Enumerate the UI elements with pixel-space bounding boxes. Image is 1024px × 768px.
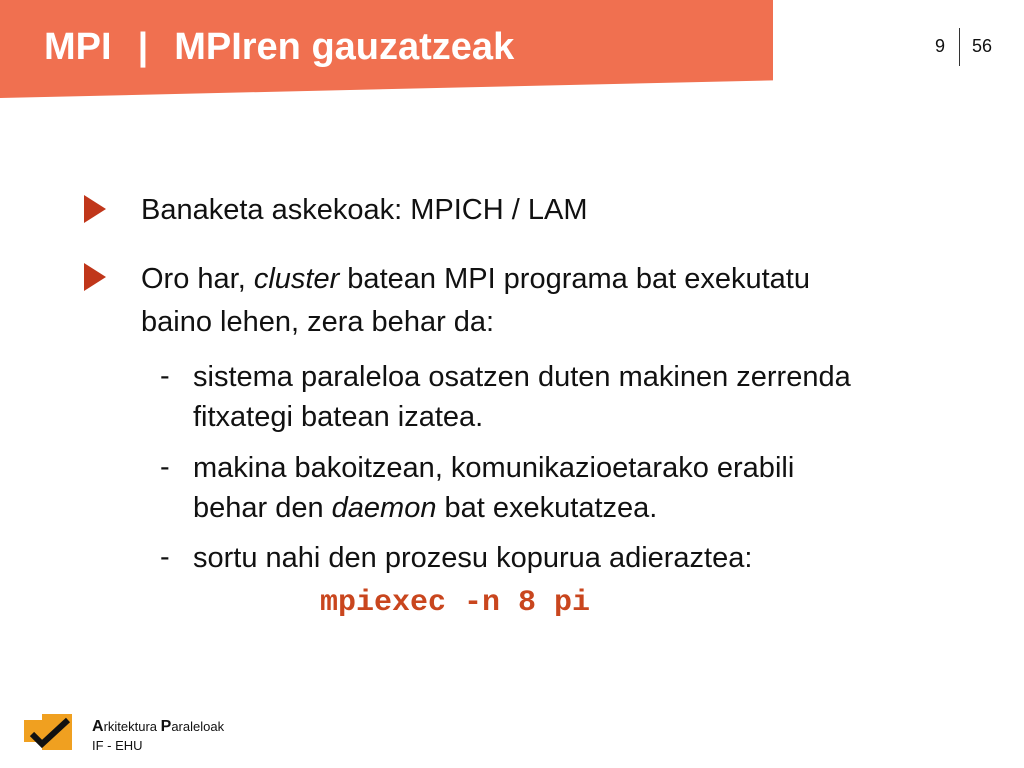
sub-2-line-2 xyxy=(193,488,657,529)
sub-2-line-1: makina bakoitzean, komunikazioetarako erabili xyxy=(193,452,795,484)
sub-1-dash: - xyxy=(160,360,170,392)
bullet-2-italic: cluster xyxy=(253,263,340,295)
sub-2-italic: daemon xyxy=(331,492,437,524)
footer-initial-p: P xyxy=(160,718,172,735)
command-code: mpiexec -n 8 pi xyxy=(320,586,591,620)
footer-course-name xyxy=(92,718,224,736)
sub-2-text-b: bat exekutatzea. xyxy=(436,492,658,524)
title-left: MPI xyxy=(44,26,112,68)
bullet-1-text: Banaketa askekoak: MPICH / LAM xyxy=(141,194,588,226)
bullet-2-text-a: Oro har, xyxy=(141,263,254,295)
bullet-2-line-1 xyxy=(141,259,810,300)
page-divider xyxy=(959,28,960,66)
title-right: MPIren gauzatzeak xyxy=(174,26,515,68)
sub-1-line-2: fitxategi batean izatea. xyxy=(193,401,484,433)
checkmark-logo-icon xyxy=(24,712,74,752)
footer-institution: IF - EHU xyxy=(92,738,143,753)
page-total: 56 xyxy=(972,36,993,56)
bullet-2-text-b: batean MPI programa bat exekutatu xyxy=(339,263,810,295)
page-current: 9 xyxy=(935,36,946,56)
sub-2-text-a: behar den xyxy=(193,492,332,524)
slide-title xyxy=(44,26,514,69)
footer-text-b: araleloak xyxy=(171,719,225,734)
bullet-arrow-icon xyxy=(84,263,106,291)
bullet-2-line-2: baino lehen, zera behar da: xyxy=(141,306,495,338)
footer-text-a: rkitektura xyxy=(103,719,161,734)
title-separator: | xyxy=(137,26,149,68)
sub-1-line-1: sistema paraleloa osatzen duten makinen zerrenda xyxy=(193,361,851,393)
sub-3-line-1: sortu nahi den prozesu kopurua adieraztea: xyxy=(193,542,753,574)
bullet-arrow-icon xyxy=(84,195,106,223)
sub-3-dash: - xyxy=(160,541,170,573)
sub-2-dash: - xyxy=(160,451,170,483)
footer-initial-a: A xyxy=(92,718,104,735)
